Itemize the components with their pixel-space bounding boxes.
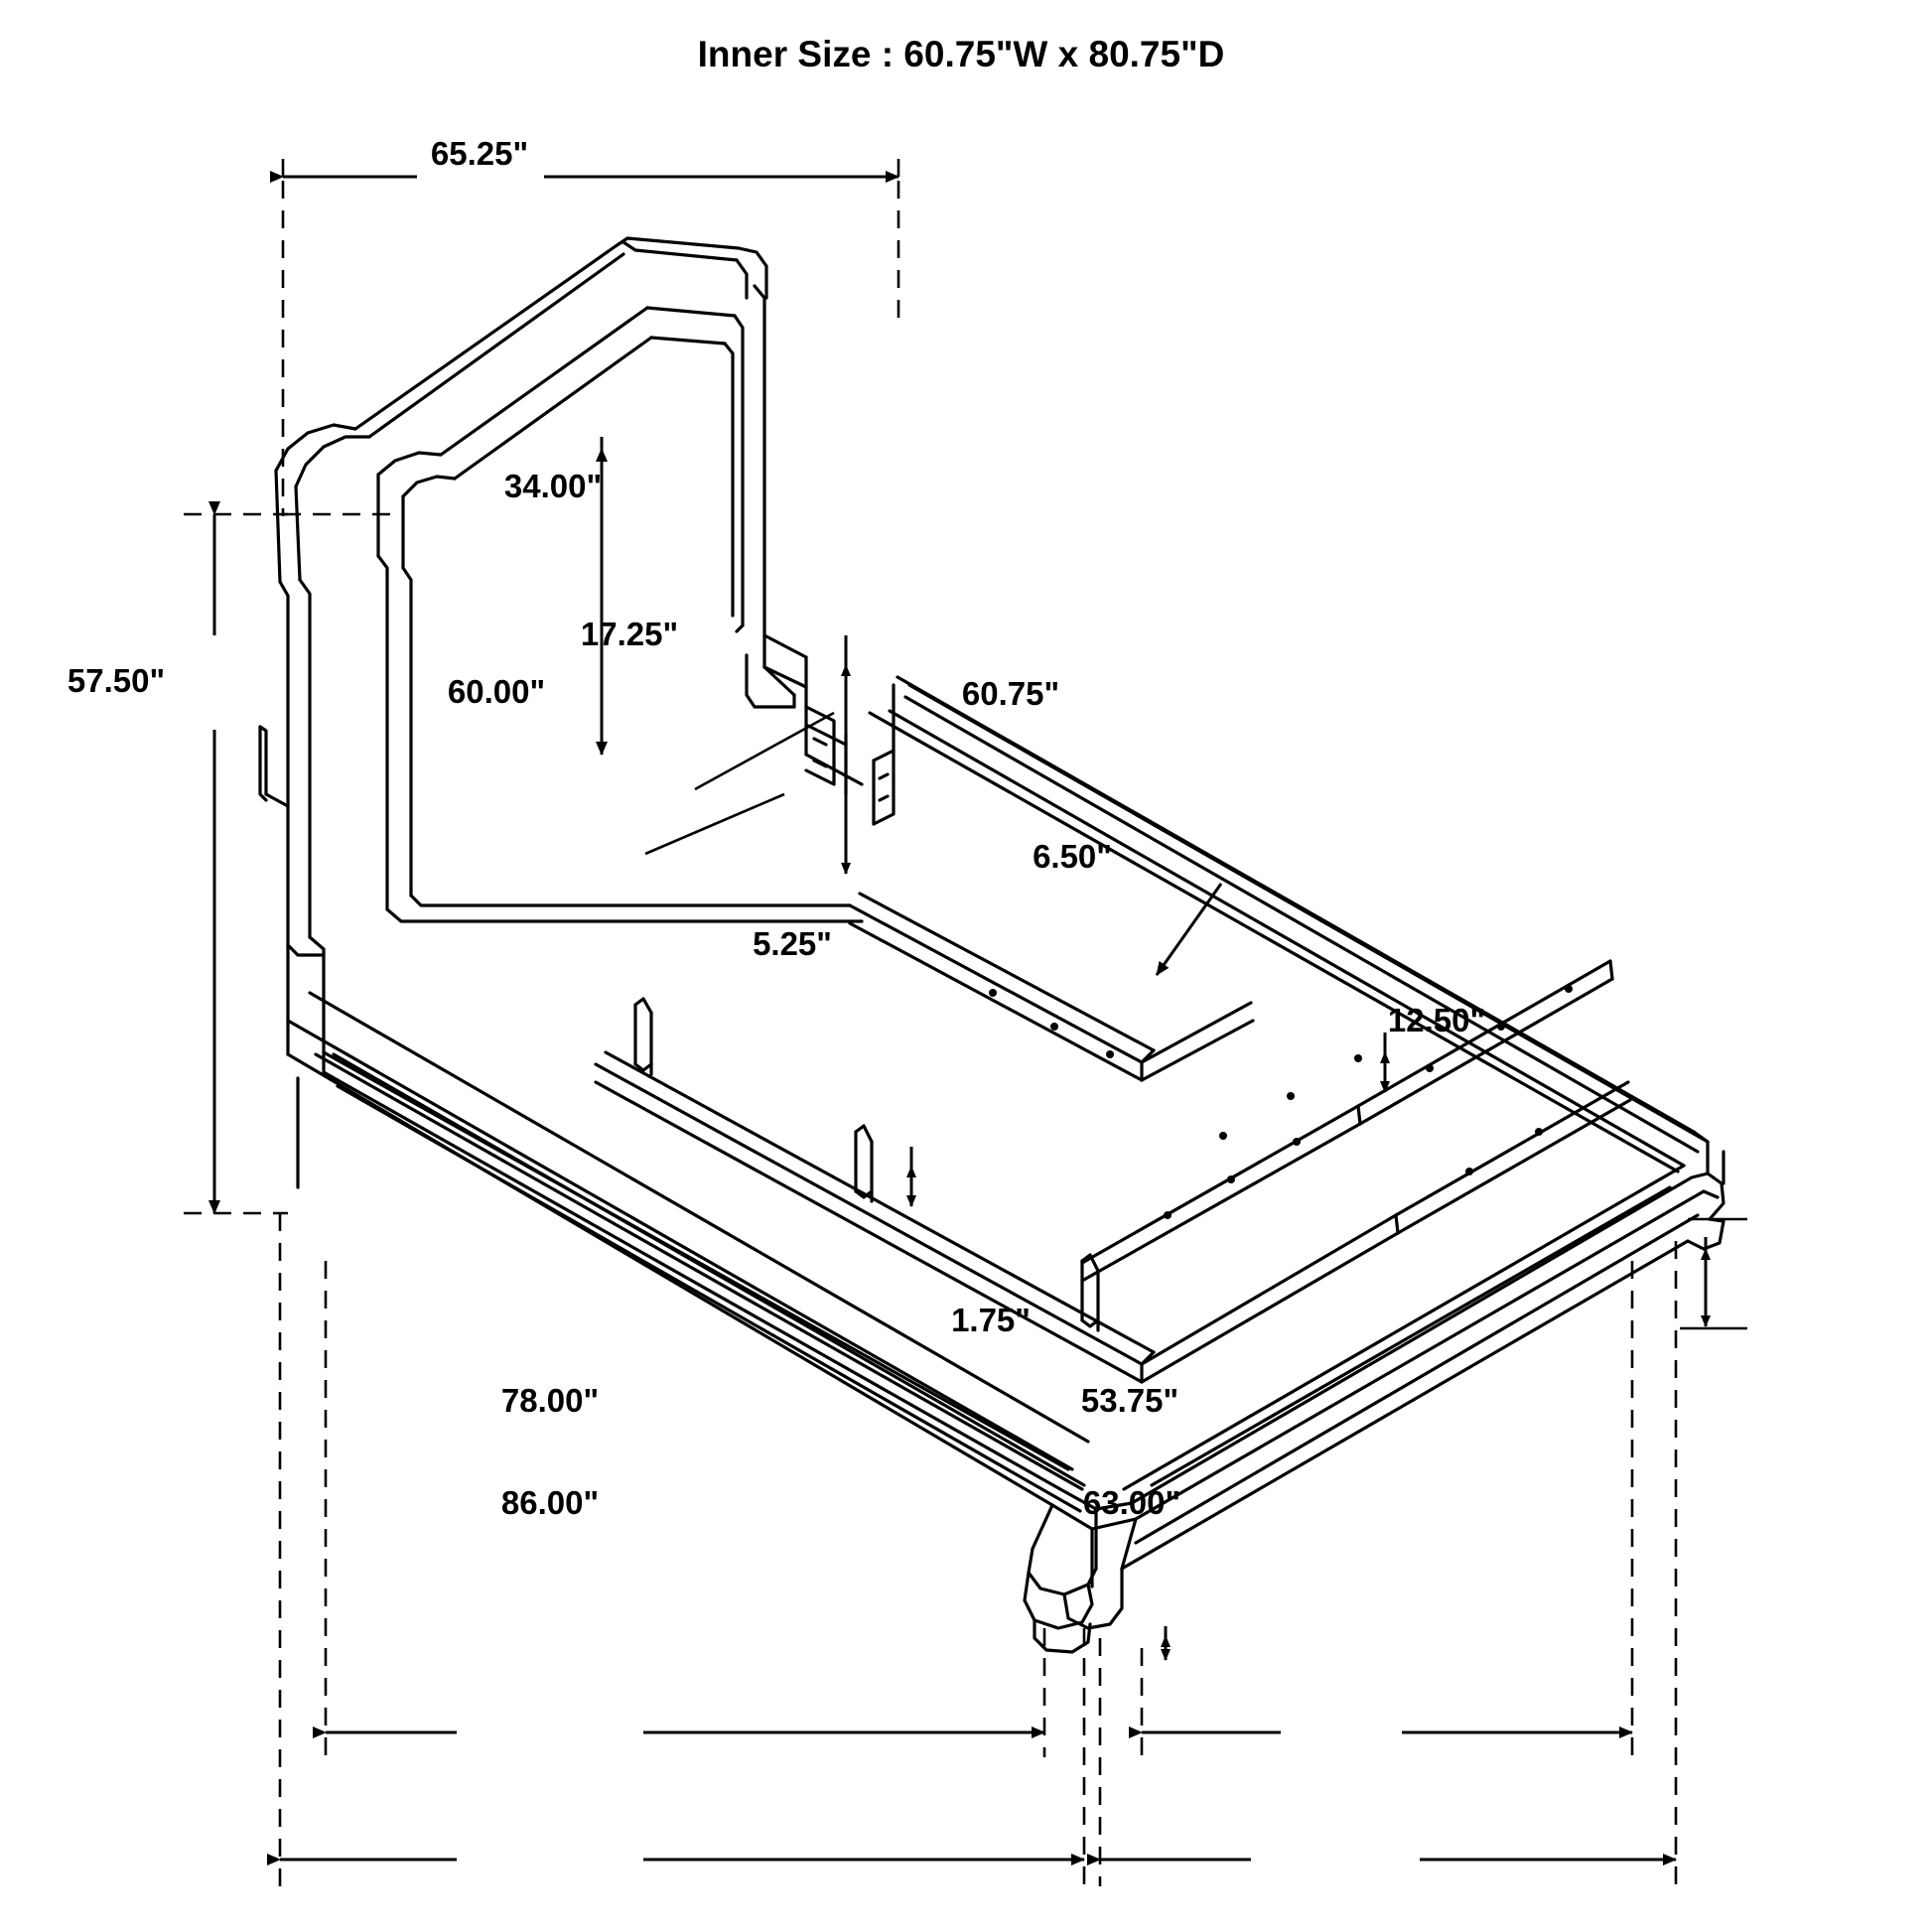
dimension-label-63-00: 63.00" [1082,1484,1181,1521]
dimension-label-65-25: 65.25" [430,135,529,172]
dimension-label-17-25: 17.25" [580,616,679,652]
dimension-label-57-50: 57.50" [67,662,166,699]
page-title: Inner Size : 60.75"W x 80.75"D [697,34,1225,74]
dimension-label-60-00: 60.00" [447,673,546,710]
dimension-label-6-50: 6.50" [1033,838,1112,875]
bed-outline [260,238,1724,1652]
dimension-label-53-75: 53.75" [1080,1382,1179,1419]
dimension-label-60-75: 60.75" [961,675,1060,712]
dimension-label-34-00: 34.00" [503,468,603,504]
dimension-label-5-25: 5.25" [753,925,832,962]
dimension-label-86-00: 86.00" [500,1484,600,1521]
dimension-label-78-00: 78.00" [500,1382,600,1419]
dimension-label-12-50: 12.50" [1387,1002,1486,1038]
dimension-label-1-75: 1.75" [951,1302,1031,1338]
slat-lower-group [1082,961,1612,1281]
